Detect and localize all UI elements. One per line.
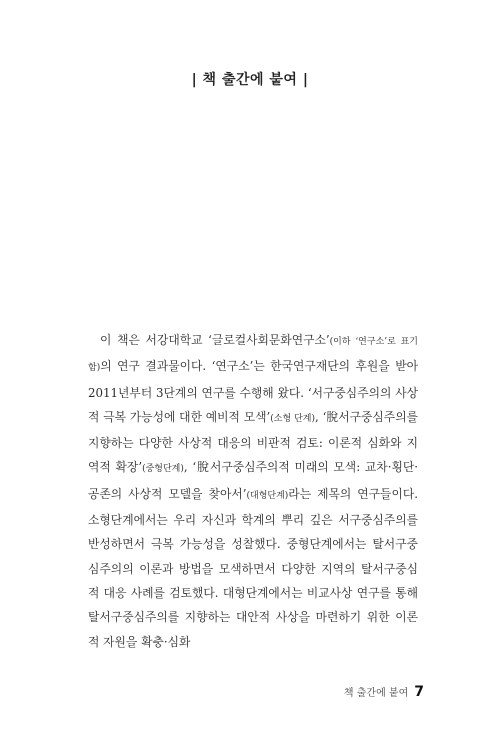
sentence-4: , ‘脫서구중심주의적 미래의 모색: 교차·횡단·공존의 사상적 모델을 찾아서’ <box>88 460 418 501</box>
intro-paragraph <box>88 328 418 654</box>
page-footer <box>344 684 424 700</box>
page-number: 7 <box>414 684 424 700</box>
sentence-3: , ‘脫서구중심주의를 지향하는 다양한 사상적 대응의 비판적 검토: 이론적 심화와 지역적 확장’ <box>88 409 418 475</box>
sentence-1: 이 책은 서강대학교 ‘글로컬사회문화연구소’ <box>100 333 330 347</box>
note-2: (소형 단계) <box>270 413 316 424</box>
note-3: (중형단계) <box>142 464 184 475</box>
body-text <box>88 328 418 654</box>
section-title: | 책 출간에 붙여 | <box>191 72 309 88</box>
sentence-2: 의 연구 결과물이다. ‘연구소’는 한국연구재단의 후원을 받아 2011년부터 3단계의 연구를 수행해 왔다. ‘서구중심주의의 사상적 극복 가능성에 대한 예비적 모색’ <box>88 359 418 424</box>
sentence-5: 라는 제목의 연구들이다. 소형단계에서는 우리 자신과 학계의 뿌리 깊은 서구중심주의를 반성하면서 극복 가능성을 성찰했다. 중형단계에서는 탈서구중심주의의 이론과 방법을 모색하면서 다양한 지역의 탈서구중심적 대응 사례를 검토했다. 대형단계에서는 비교사상 연구를 통해 탈서구중심주의를 지향하는 대안적 사상을 마련하기 위한 이론적 자원을 확충·심화 <box>88 486 418 649</box>
note-1: (이하 ‘연구소’로 표기함) <box>88 337 418 374</box>
note-4: (대형단계) <box>246 490 289 501</box>
running-title: 책 출간에 붙여 <box>343 688 409 699</box>
